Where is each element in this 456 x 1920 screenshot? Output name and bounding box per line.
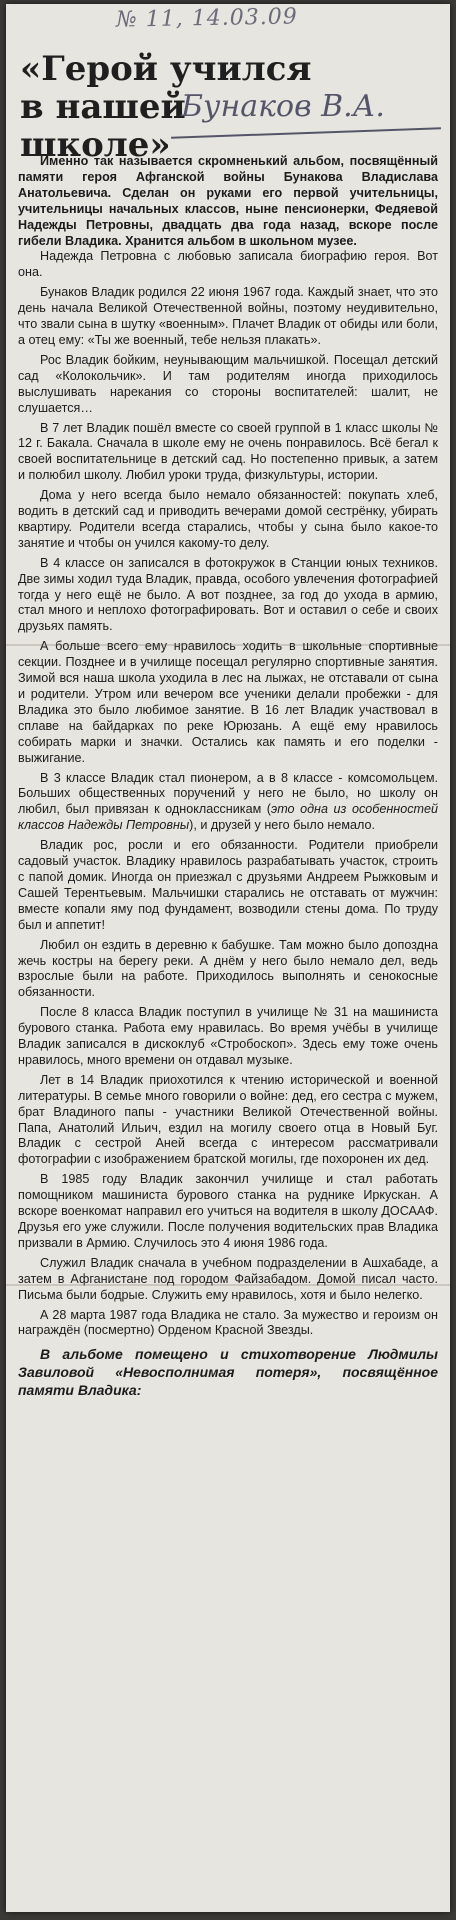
paragraph: Владик рос, росли и его обязанности. Родители приобрели садовый участок. Владику нравилось разрабатывать участок, строить с папой домик. Иногда он приезжал с друзьями Андреем Рыжковым и Сашей Терентьевым. Мальчишки старались не отставать от мужчин: вместе копали яму под фундамент, возводили стены дома. По труду был и аппетит! (18, 838, 438, 932)
newspaper-clipping (6, 4, 450, 1912)
paragraph: Лет в 14 Владик приохотился к чтению исторической и военной литературы. В семье много говорили о войне: дед, его сестра с мужем, брат Владиного папы - участники Великой Отечественной войны. Папа, Анатолий Ильич, ездил на могилу своего отца в Новый Буг. Владик с сестрой Аней всегда с интересом рассматривали фотографии с изображением братской могилы, где похоронен их дед. (18, 1072, 438, 1167)
paragraph: Рос Владик бойким, неунывающим мальчишкой. Посещал детский сад «Колокольчик». И там родителям иногда приходилось выслушивать нарекания со стороны воспитателей: шалит, не слушается… (18, 352, 438, 415)
closing-note: В альбоме помещено и стихотворение Людмилы Завиловой «Невосполнимая потеря», посвящённое памяти Владика: (18, 1346, 438, 1399)
paragraph: После 8 класса Владик поступил в училище № 31 на машиниста бурового станка. Работа ему нравилась. Во время учёбы в училище Владик записался в дискоклуб «Стробоскоп». Здесь ему тоже очень нравилось, много времени он отдавал музыке. (18, 1005, 438, 1067)
article-lead: Именно так называется скромненький альбом, посвящённый памяти героя Афганской войны Бунакова Владислава Анатольевича. Сделан он руками его первой учительницы, учительницы начальных классов, ныне пенсионерки, Федяевой Надежды Петровны, двадцать два года назад, вскоре после гибели Владика. Хранится альбом в школьном музее. (18, 154, 438, 248)
handwritten-author: Бунаков В.А. (181, 89, 385, 124)
paragraph: Бунаков Владик родился 22 июня 1967 года. Каждый знает, что это день начала Великой Отечественной войны, поэтому неудивительно, что звали сына в шутку «военным». Плачет Владик от обиды или боли, а отец ему: «Ты же военный, тебе нельзя плакать». (18, 285, 438, 347)
paragraph: В 1985 году Владик закончил училище и стал работать помощником машиниста бурового станка на руднике Иркускан. А вскоре военкомат направил его учиться на водителя в школу ДОСААФ. Друзья его уже служили. После получения водительских прав Владика призвали в Армию. Случилось это 4 июня 1986 года. (18, 1172, 438, 1250)
paragraph-italic-note: это одна из особенностей классов Надежды Петровны (18, 802, 439, 833)
paragraph: В 7 лет Владик пошёл вместе со своей группой в 1 класс школы № 12 г. Бакала. Сначала в школе ему не очень понравилось. Всё бегал к своей воспитательнице в детский сад. Но постепенно привык, а затем и полюбил школу. Любил уроки труда, физкультуры, истории. (18, 420, 438, 483)
article-body (18, 154, 438, 1399)
paragraph: Дома у него всегда было немало обязанностей: покупать хлеб, водить в детский сад и приводить вечерами домой сестрёнку, убирать квартиру. Родители всегда старались, чтобы у сына было какое-то занятие и чтобы он учился какому-то делу. (18, 488, 438, 550)
paragraph: Служил Владик сначала в учебном подразделении в Ашхабаде, а затем в Афганистане под городом Файзабадом. Домой писал часто. Письма были бодрые. Служить ему нравилось, хотя и было нелегко. (18, 1255, 438, 1302)
paper-fold-line (6, 1284, 450, 1286)
paragraph: А 28 марта 1987 года Владика не стало. За мужество и героизм он награждён (посмертно) Орденом Красной Звезды. (18, 1307, 438, 1338)
paragraph: Надежда Петровна с любовью записала биографию героя. Вот она. (18, 249, 438, 280)
paper-fold-line (6, 644, 450, 646)
article-headline: «Герой учился в нашей школе» (20, 49, 312, 165)
paragraph: В 4 классе он записался в фотокружок в Станции юных техников. Две зимы ходил туда Владик, правда, особого увлечения фотографией тогда у него ещё не было. А вот позднее, за год до ухода в армию, стал много и неплохо фотографировать. Вот и оставил о себе и своих друзьях память. (18, 555, 438, 634)
paragraph-text: ), и друзей у него было немало. (189, 818, 376, 833)
paragraph-text: В 3 классе Владик стал пионером, а в 8 классе - комсомольцем. Больших общественных поручений у него не было, но школу он любил, был привязан к одноклассникам ( (18, 770, 438, 817)
handwritten-issue-note: № 11, 14.03.09 (115, 4, 298, 33)
paragraph: Любил он ездить в деревню к бабушке. Там можно было допоздна жечь костры на берегу реки. А днём у него было немало дел, ведь взрослые были на работе. Приходилось выполнять и сенокосные обязанности. (18, 937, 438, 1000)
paragraph: А больше всего ему нравилось ходить в школьные спортивные секции. Позднее и в училище посещал регулярно спортивные занятия. Зимой вся наша школа уходила в лес на лыжах, не отставали от сына и родители. Утром или вечером все ученики делали пробежки - для Владика это было любимое занятие. В 16 лет Владик участвовал в сплаве на байдарках по реке Юрюзань. А ещё ему нравилось собирать марки и значки. Остались как память и его поделки - выжигание. (18, 639, 438, 765)
paragraph-komsomol (18, 771, 438, 835)
